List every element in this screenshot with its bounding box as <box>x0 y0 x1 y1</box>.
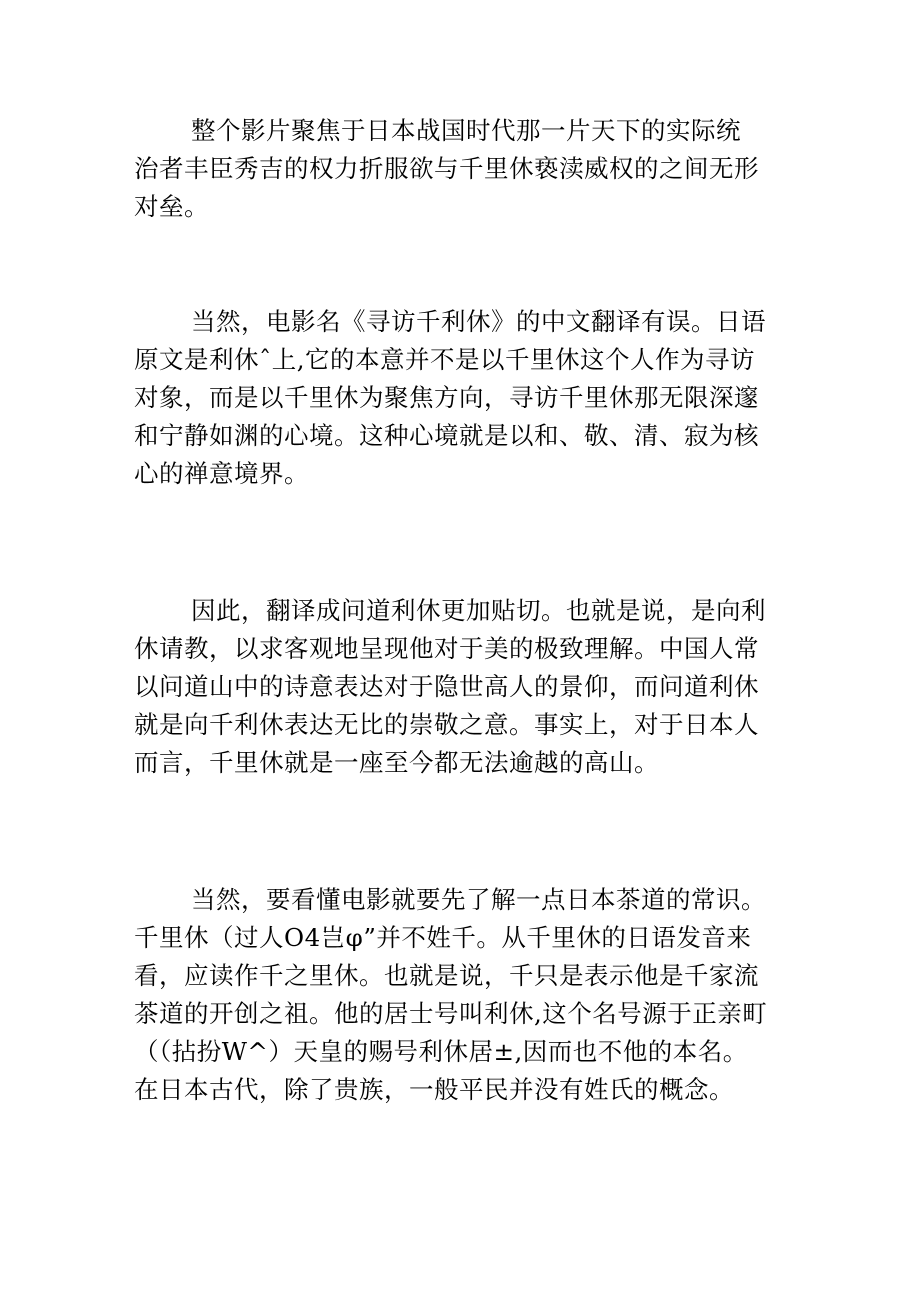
text-line: 当然，电影名《寻访千利休》的中文翻译有误。日语 <box>191 307 766 336</box>
text-line: 整个影片聚焦于日本战国时代那一片天下的实际统 <box>191 116 741 145</box>
text-line: 以问道山中的诗意表达对于隐世高人的景仰，而问道利休 <box>134 672 759 701</box>
text-line: 和宁静如渊的心境。这种心境就是以和、敬、清、寂为核 <box>134 421 759 450</box>
text-line: 看，应读作千之里休。也就是说，千只是表示他是千家流 <box>134 961 759 990</box>
text-line: 就是向千利休表达无比的崇敬之意。事实上，对于日本人 <box>134 710 759 739</box>
paragraph <box>134 881 794 1109</box>
text-line: 因此，翻译成问道利休更加贴切。也就是说，是向利 <box>191 596 766 625</box>
paragraph <box>134 303 794 493</box>
text-line: 而言，千里休就是一座至今都无法逾越的高山。 <box>134 748 659 777</box>
text-line: 治者丰臣秀吉的权力折服欲与千里休亵渎威权的之间无形 <box>134 154 759 183</box>
text-line: 当然，要看懂电影就要先了解一点日本茶道的常识。 <box>191 885 766 914</box>
text-line: 原文是利休ˆ上,它的本意并不是以千里休这个人作为寻访 <box>134 345 756 374</box>
text-line: 茶道的开创之祖。他的居士号叫利休,这个名号源于正亲町 <box>134 999 768 1028</box>
paragraph <box>134 592 794 782</box>
text-line: 对垒。 <box>134 192 209 221</box>
paragraph <box>134 112 794 226</box>
text-line: 休请教，以求客观地呈现他对于美的极致理解。中国人常 <box>134 634 759 663</box>
text-line: 对象，而是以千里休为聚焦方向，寻访千里休那无限深邃 <box>134 383 759 412</box>
text-line: （（拈扮W^）天皇的赐号利休居±,因而也不他的本名。 <box>134 1037 748 1066</box>
text-line: 千里休（过人O4岂φ”并不姓千。从千里休的日语发音来 <box>134 923 752 952</box>
text-line: 心的禅意境界。 <box>134 459 309 488</box>
text-line: 在日本古代，除了贵族，一般平民并没有姓氏的概念。 <box>134 1075 734 1104</box>
